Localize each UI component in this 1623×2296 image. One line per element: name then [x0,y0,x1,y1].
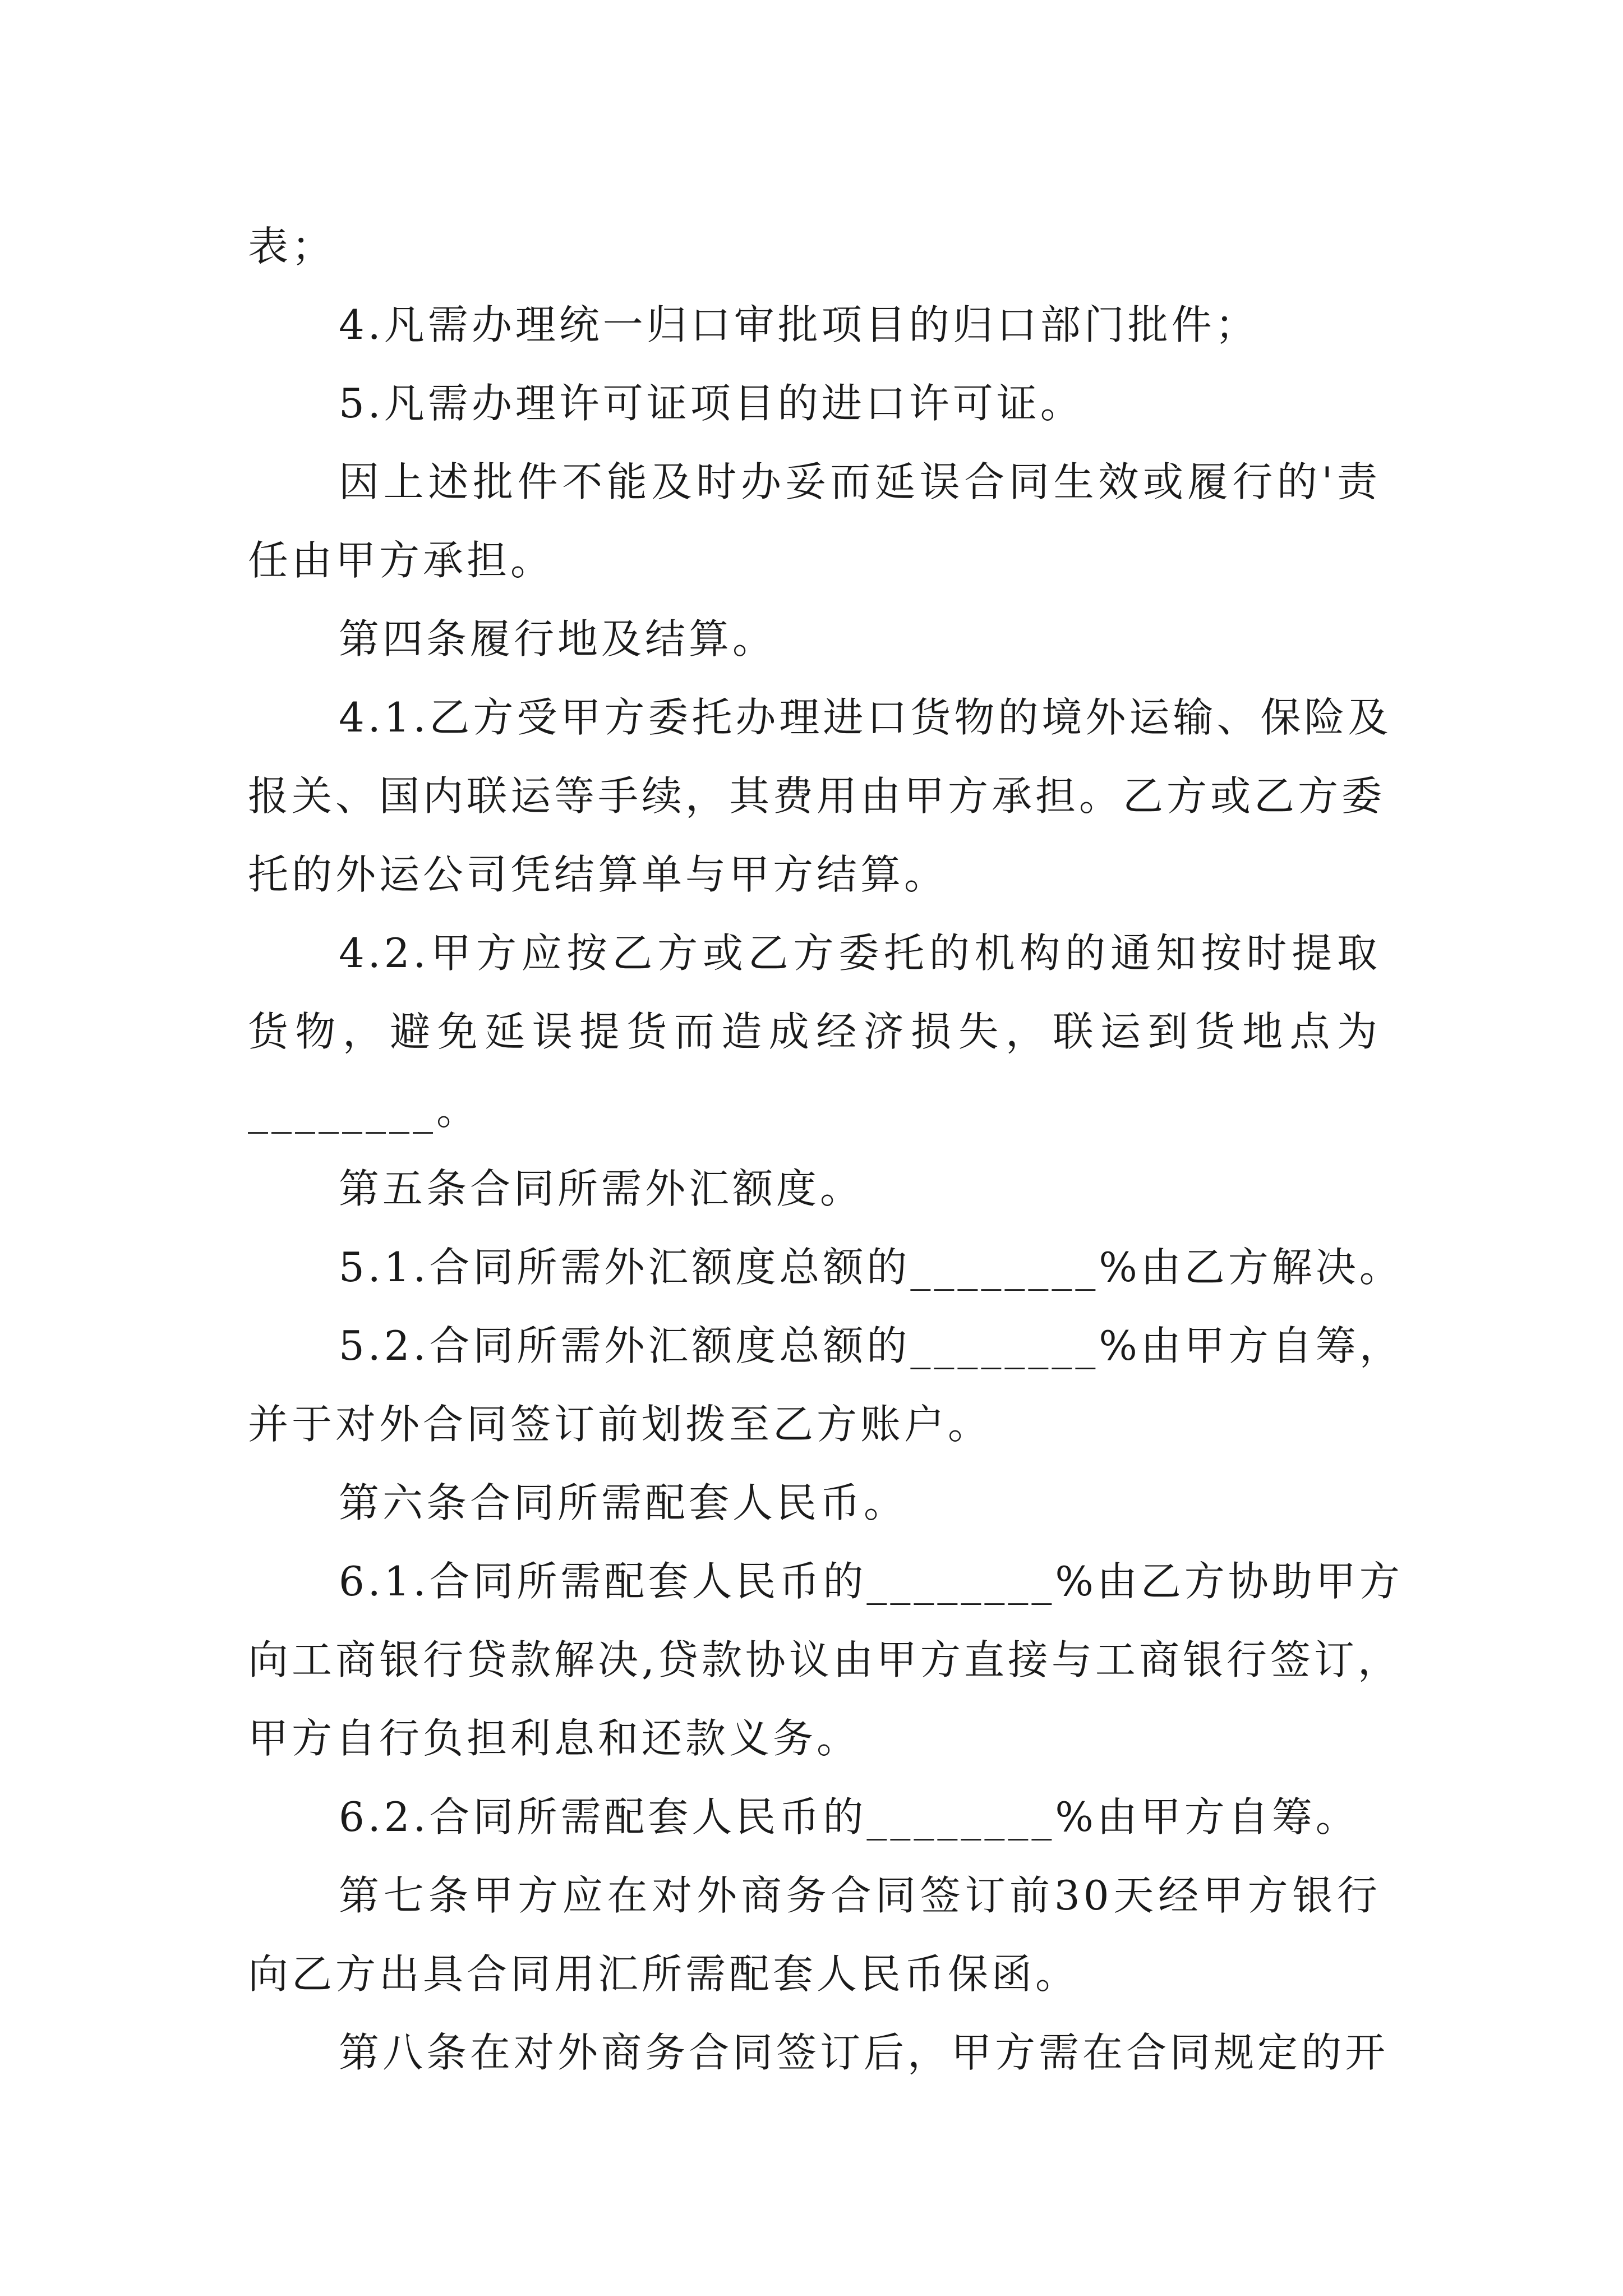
text-line-9: 托的外运公司凭结算单与甲方结算。 [248,851,948,898]
text-line-8: 报关、国内联运等手续，其费用由甲方承担。乙方或乙方委 [248,772,1386,820]
text-line-11: 货物，避免延误提货而造成经济损失，联运到货地点为 [248,1008,1381,1055]
text-line-5: 任由甲方承担。 [248,537,555,584]
text-line-6: 第四条履行地及结算。 [339,615,777,662]
text-line-21: 6.2.合同所需配套人民币的________%由甲方自筹。 [339,1793,1359,1841]
text-line-19: 向工商银行贷款解决,贷款协议由甲方直接与工商银行签订， [248,1636,1401,1683]
text-line-15: 5.2.合同所需外汇额度总额的________%由甲方自筹， [339,1322,1403,1369]
text-line-1: 表； [248,223,336,270]
text-line-12: ________。 [248,1087,481,1134]
text-line-3: 5.凡需办理许可证项目的进口许可证。 [339,380,1084,427]
text-line-2: 4.凡需办理统一归口审批项目的归口部门批件； [339,301,1259,348]
text-line-20: 甲方自行负担利息和还款义务。 [248,1715,861,1762]
text-line-10: 4.2.甲方应按乙方或乙方委托的机构的通知按时提取 [339,930,1381,977]
text-line-14: 5.1.合同所需外汇额度总额的________%由乙方解决。 [339,1244,1403,1291]
text-line-7: 4.1.乙方受甲方委托办理进口货物的境外运输、保险及 [339,694,1392,741]
text-line-18: 6.1.合同所需配套人民币的________%由乙方协助甲方 [339,1558,1403,1605]
text-line-24: 第八条在对外商务合同签订后，甲方需在合同规定的开 [339,2029,1389,2076]
text-line-4: 因上述批件不能及时办妥而延误合同生效或履行的'责 [339,458,1381,505]
text-line-23: 向乙方出具合同用汇所需配套人民币保函。 [248,1950,1080,1998]
text-line-22: 第七条甲方应在对外商务合同签订前30天经甲方银行 [339,1872,1381,1919]
text-line-17: 第六条合同所需配套人民币。 [339,1479,908,1526]
text-line-13: 第五条合同所需外汇额度。 [339,1165,864,1212]
text-line-16: 并于对外合同签订前划拨至乙方账户。 [248,1401,992,1448]
